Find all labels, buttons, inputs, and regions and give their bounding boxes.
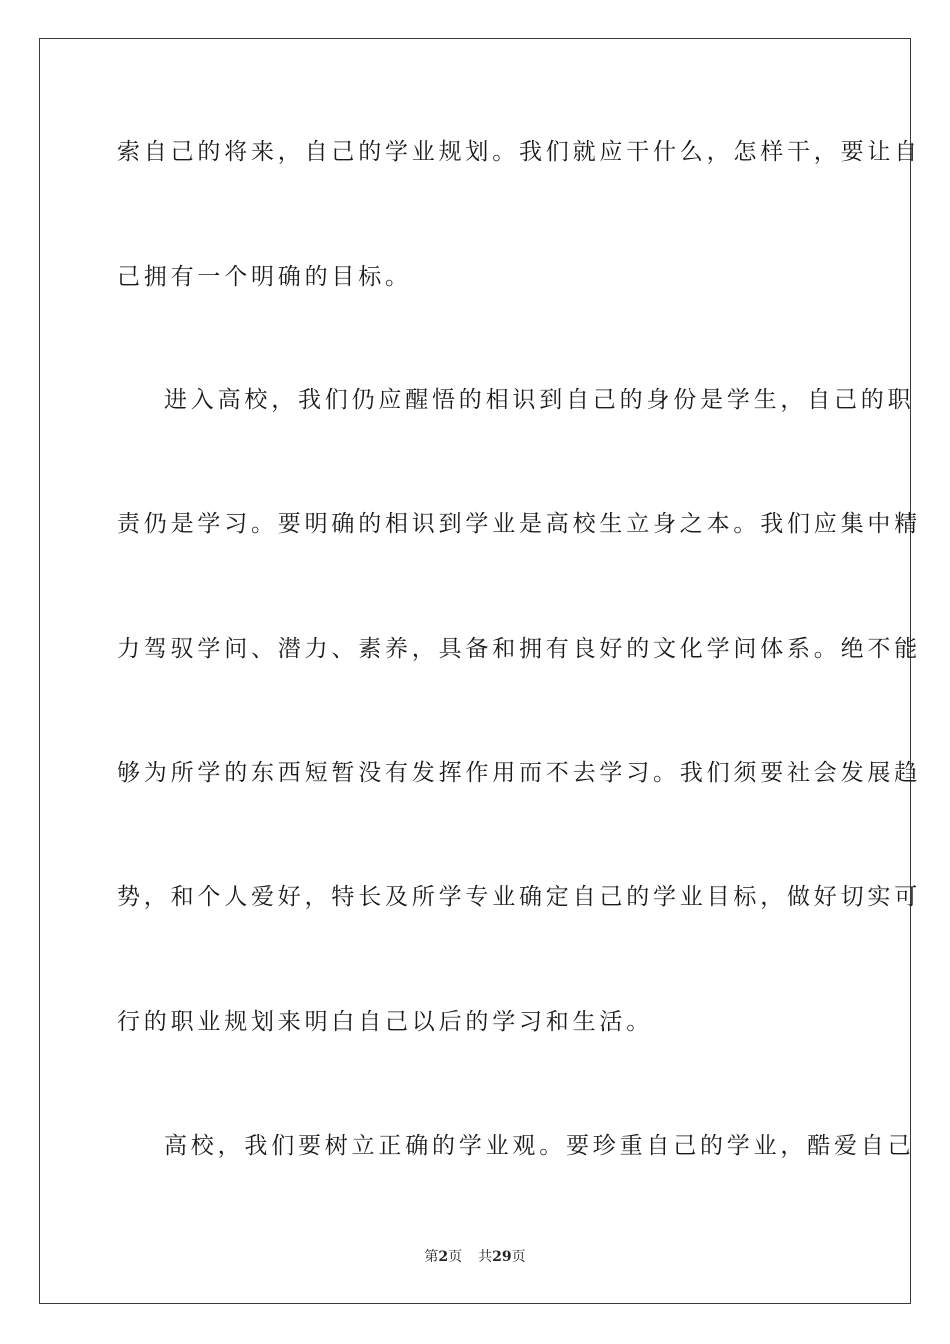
page-suffix: 页 <box>448 1249 463 1265</box>
page-number: 2 <box>438 1249 449 1265</box>
text-line-1: 索自己的将来，自己的学业规划。我们就应干什么，怎样干，要让自 <box>117 139 921 165</box>
text-line-7: 势，和个人爱好，特长及所学专业确定自己的学业目标，做好切实可 <box>117 884 921 910</box>
total-suffix: 页 <box>511 1249 526 1265</box>
page-border <box>39 38 921 1304</box>
total-pages: 29 <box>492 1249 512 1265</box>
text-line-6: 够为所学的东西短暂没有发挥作用而不去学习。我们须要社会发展趋 <box>117 760 921 786</box>
text-line-3: 进入高校，我们仍应醒悟的相识到自己的身份是学生，自己的职 <box>164 387 915 413</box>
page-footer <box>0 1247 950 1267</box>
text-line-5: 力驾驭学问、潜力、素养，具备和拥有良好的文化学问体系。绝不能 <box>117 636 921 662</box>
page-prefix: 第 <box>424 1249 439 1265</box>
text-line-2: 己拥有一个明确的目标。 <box>117 264 412 290</box>
total-prefix: 共 <box>478 1249 493 1265</box>
text-line-4: 责仍是学习。要明确的相识到学业是高校生立身之本。我们应集中精 <box>117 511 921 537</box>
text-line-8: 行的职业规划来明白自己以后的学习和生活。 <box>117 1009 653 1035</box>
text-line-9: 高校，我们要树立正确的学业观。要珍重自己的学业，酷爱自己 <box>164 1133 915 1159</box>
